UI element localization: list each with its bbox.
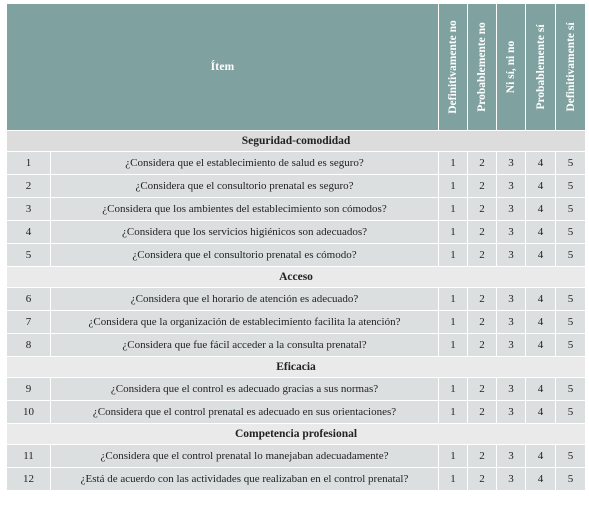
section-title: Acceso xyxy=(7,267,586,288)
table-row xyxy=(7,288,586,311)
scale-value: 4 xyxy=(526,311,556,334)
scale-value: 2 xyxy=(468,334,497,357)
item-question: ¿Considera que el control prenatal lo manejaban adecuadamente? xyxy=(51,445,439,468)
scale-value: 3 xyxy=(497,244,526,267)
scale-value: 3 xyxy=(497,152,526,175)
scale-value: 4 xyxy=(526,334,556,357)
table-row xyxy=(7,152,586,175)
item-question: ¿Considera que la organización de establecimiento facilita la atención? xyxy=(51,311,439,334)
table-row xyxy=(7,468,586,491)
scale-value: 1 xyxy=(439,311,468,334)
scale-value: 1 xyxy=(439,198,468,221)
item-header: Ítem xyxy=(7,4,439,131)
scale-value: 5 xyxy=(556,198,586,221)
scale-value: 1 xyxy=(439,175,468,198)
survey-table-container xyxy=(6,3,585,524)
scale-value: 4 xyxy=(526,468,556,491)
item-question: ¿Está de acuerdo con las actividades que realizaban en el control prenatal? xyxy=(51,468,439,491)
section-title: Seguridad-comodidad xyxy=(7,131,586,152)
item-question: ¿Considera que el control es adecuado gracias a sus normas? xyxy=(51,378,439,401)
scale-value: 2 xyxy=(468,221,497,244)
section-header xyxy=(7,424,586,445)
table-row xyxy=(7,221,586,244)
survey-table xyxy=(6,3,586,491)
scale-value: 1 xyxy=(439,401,468,424)
table-row xyxy=(7,378,586,401)
scale-value: 1 xyxy=(439,288,468,311)
item-number: 2 xyxy=(7,175,51,198)
item-question: ¿Considera que el consultorio prenatal es seguro? xyxy=(51,175,439,198)
scale-value: 2 xyxy=(468,288,497,311)
option-header-probablemente-no: Probablemente no xyxy=(468,4,497,131)
scale-value: 5 xyxy=(556,221,586,244)
item-number: 6 xyxy=(7,288,51,311)
scale-value: 3 xyxy=(497,334,526,357)
scale-value: 1 xyxy=(439,221,468,244)
scale-value: 1 xyxy=(439,152,468,175)
section-header xyxy=(7,131,586,152)
scale-value: 2 xyxy=(468,378,497,401)
scale-value: 1 xyxy=(439,244,468,267)
scale-value: 2 xyxy=(468,445,497,468)
scale-value: 5 xyxy=(556,468,586,491)
scale-value: 1 xyxy=(439,378,468,401)
option-header-definitivamente-si: Definitivamente sí xyxy=(556,4,586,131)
item-question: ¿Considera que los ambientes del establecimiento son cómodos? xyxy=(51,198,439,221)
item-number: 3 xyxy=(7,198,51,221)
scale-value: 3 xyxy=(497,468,526,491)
scale-value: 3 xyxy=(497,288,526,311)
scale-value: 4 xyxy=(526,445,556,468)
scale-value: 5 xyxy=(556,401,586,424)
table-row xyxy=(7,311,586,334)
scale-value: 5 xyxy=(556,175,586,198)
table-row xyxy=(7,198,586,221)
scale-value: 3 xyxy=(497,221,526,244)
item-number: 4 xyxy=(7,221,51,244)
scale-value: 5 xyxy=(556,378,586,401)
item-number: 11 xyxy=(7,445,51,468)
scale-value: 5 xyxy=(556,152,586,175)
scale-value: 2 xyxy=(468,175,497,198)
scale-value: 1 xyxy=(439,468,468,491)
item-question: ¿Considera que fue fácil acceder a la consulta prenatal? xyxy=(51,334,439,357)
scale-value: 4 xyxy=(526,378,556,401)
table-row xyxy=(7,445,586,468)
item-number: 1 xyxy=(7,152,51,175)
scale-value: 2 xyxy=(468,244,497,267)
scale-value: 5 xyxy=(556,288,586,311)
item-question: ¿Considera que el establecimiento de salud es seguro? xyxy=(51,152,439,175)
header-row xyxy=(7,4,586,131)
option-header-definitivamente-no: Definitivamente no xyxy=(439,4,468,131)
scale-value: 1 xyxy=(439,334,468,357)
item-question: ¿Considera que el horario de atención es adecuado? xyxy=(51,288,439,311)
scale-value: 3 xyxy=(497,445,526,468)
scale-value: 4 xyxy=(526,401,556,424)
scale-value: 5 xyxy=(556,244,586,267)
scale-value: 4 xyxy=(526,198,556,221)
section-title: Competencia profesional xyxy=(7,424,586,445)
section-header xyxy=(7,357,586,378)
scale-value: 2 xyxy=(468,198,497,221)
scale-value: 3 xyxy=(497,311,526,334)
scale-value: 3 xyxy=(497,198,526,221)
item-number: 7 xyxy=(7,311,51,334)
scale-value: 3 xyxy=(497,378,526,401)
item-question: ¿Considera que los servicios higiénicos son adecuados? xyxy=(51,221,439,244)
scale-value: 5 xyxy=(556,445,586,468)
scale-value: 4 xyxy=(526,175,556,198)
section-title: Eficacia xyxy=(7,357,586,378)
scale-value: 5 xyxy=(556,311,586,334)
scale-value: 3 xyxy=(497,401,526,424)
scale-value: 2 xyxy=(468,311,497,334)
table-body xyxy=(7,131,586,491)
item-number: 10 xyxy=(7,401,51,424)
table-row xyxy=(7,334,586,357)
item-question: ¿Considera que el control prenatal es adecuado en sus orientaciones? xyxy=(51,401,439,424)
option-header-ni-si-ni-no: Ni sí, ni no xyxy=(497,4,526,131)
table-row xyxy=(7,175,586,198)
table-row xyxy=(7,401,586,424)
scale-value: 5 xyxy=(556,334,586,357)
scale-value: 4 xyxy=(526,221,556,244)
item-question: ¿Considera que el consultorio prenatal es cómodo? xyxy=(51,244,439,267)
option-header-probablemente-si: Probablemente sí xyxy=(526,4,556,131)
scale-value: 3 xyxy=(497,175,526,198)
scale-value: 2 xyxy=(468,152,497,175)
item-number: 8 xyxy=(7,334,51,357)
scale-value: 1 xyxy=(439,445,468,468)
scale-value: 2 xyxy=(468,468,497,491)
scale-value: 4 xyxy=(526,152,556,175)
item-number: 9 xyxy=(7,378,51,401)
table-row xyxy=(7,244,586,267)
item-number: 12 xyxy=(7,468,51,491)
scale-value: 4 xyxy=(526,288,556,311)
scale-value: 4 xyxy=(526,244,556,267)
section-header xyxy=(7,267,586,288)
scale-value: 2 xyxy=(468,401,497,424)
item-number: 5 xyxy=(7,244,51,267)
